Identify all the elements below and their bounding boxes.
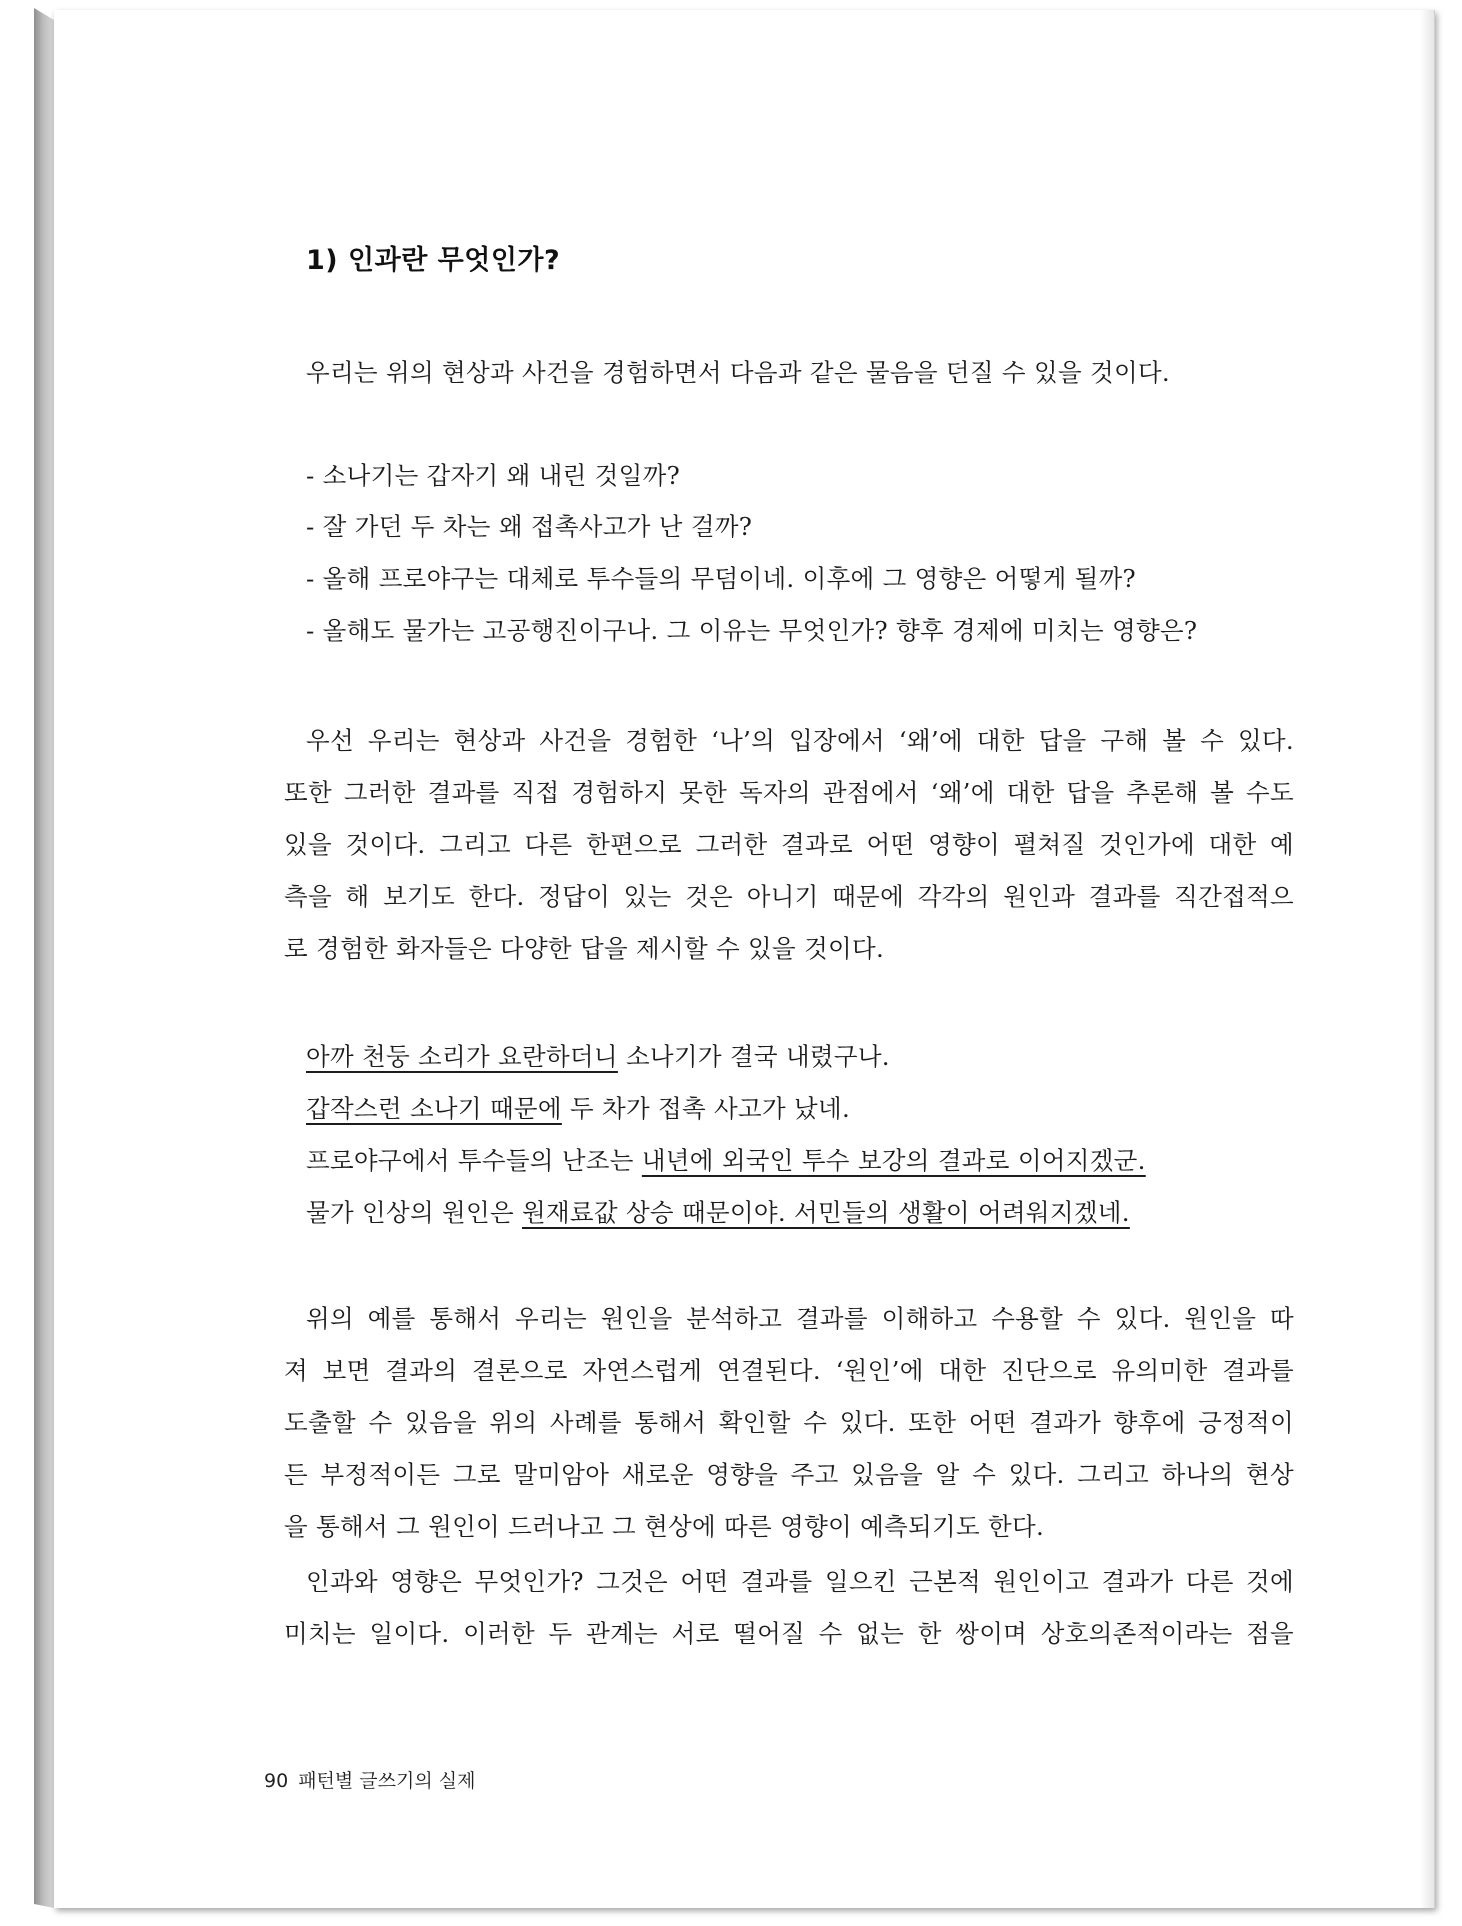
section-heading: 1) 인과란 무엇인가? <box>306 245 561 276</box>
book-spine <box>34 8 54 1908</box>
underlined-cause: 갑작스런 소나기 때문에 <box>306 1094 562 1123</box>
paragraph-line: 측을 해 보기도 한다. 정답이 있는 것은 아니기 때문에 각각의 원인과 결과를 직간접적으 <box>284 882 1294 911</box>
page-footer <box>264 1766 475 1793</box>
example-text: 두 차가 접촉 사고가 났네. <box>561 1094 851 1123</box>
paragraph-line: 을 통해서 그 원인이 드러나고 그 현상에 따른 영향이 예측되기도 한다. <box>284 1512 1045 1541</box>
page-number: 90 <box>264 1770 289 1792</box>
example-text: 물가 인상의 원인은 <box>306 1198 522 1227</box>
underlined-effect: 원재료값 상승 때문이야. 서민들의 생활이 어려워지겠네. <box>522 1198 1130 1227</box>
example-line <box>306 1196 1130 1230</box>
paragraph-line: 든 부정적이든 그로 말미암아 새로운 영향을 주고 있음을 알 수 있다. 그리고 하나의 현상 <box>284 1460 1294 1489</box>
question-item: - 소나기는 갑자기 왜 내린 것일까? <box>306 461 681 490</box>
paragraph-line: 미치는 일이다. 이러한 두 관계는 서로 떨어질 수 없는 한 쌍이며 상호의존적이라는 점을 <box>284 1619 1294 1648</box>
underlined-cause: 아까 천둥 소리가 요란하더니 <box>306 1042 618 1071</box>
book-title: 패턴별 글쓰기의 실제 <box>298 1770 476 1792</box>
example-line <box>306 1144 1146 1178</box>
question-item: - 올해도 물가는 고공행진이구나. 그 이유는 무엇인가? 향후 경제에 미치는 영향은? <box>306 616 1198 645</box>
paragraph-line: 로 경험한 화자들은 다양한 답을 제시할 수 있을 것이다. <box>284 934 885 963</box>
question-item: - 잘 가던 두 차는 왜 접촉사고가 난 걸까? <box>306 512 753 541</box>
paragraph-line: 있을 것이다. 그리고 다른 한편으로 그러한 결과로 어떤 영향이 펼쳐질 것인가에 대한 예 <box>284 830 1294 859</box>
paragraph-line: 또한 그러한 결과를 직접 경험하지 못한 독자의 관점에서 ‘왜’에 대한 답을 추론해 볼 수도 <box>284 778 1294 807</box>
example-line <box>306 1092 850 1126</box>
underlined-effect: 내년에 외국인 투수 보강의 결과로 이어지겠군. <box>641 1146 1146 1175</box>
example-line <box>306 1040 890 1074</box>
paragraph-line: 우선 우리는 현상과 사건을 경험한 ‘나’의 입장에서 ‘왜’에 대한 답을 구해 볼 수 있다. <box>306 726 1294 755</box>
example-text: 소나기가 결국 내렸구나. <box>617 1042 890 1071</box>
example-text: 프로야구에서 투수들의 난조는 <box>306 1146 642 1175</box>
question-item: - 올해 프로야구는 대체로 투수들의 무덤이네. 이후에 그 영향은 어떻게 될까? <box>306 564 1136 593</box>
page-edge-shadow <box>1420 10 1434 1908</box>
paragraph-line: 위의 예를 통해서 우리는 원인을 분석하고 결과를 이해하고 수용할 수 있다. 원인을 따 <box>306 1304 1294 1333</box>
intro-line: 우리는 위의 현상과 사건을 경험하면서 다음과 같은 물음을 던질 수 있을 것이다. <box>306 358 1170 387</box>
paragraph-line: 져 보면 결과의 결론으로 자연스럽게 연결된다. ‘원인’에 대한 진단으로 유의미한 결과를 <box>284 1356 1294 1385</box>
page <box>54 10 1435 1908</box>
paragraph-line: 도출할 수 있음을 위의 사례를 통해서 확인할 수 있다. 또한 어떤 결과가 향후에 긍정적이 <box>284 1408 1294 1437</box>
paragraph-line: 인과와 영향은 무엇인가? 그것은 어떤 결과를 일으킨 근본적 원인이고 결과가 다른 것에 <box>306 1567 1294 1596</box>
